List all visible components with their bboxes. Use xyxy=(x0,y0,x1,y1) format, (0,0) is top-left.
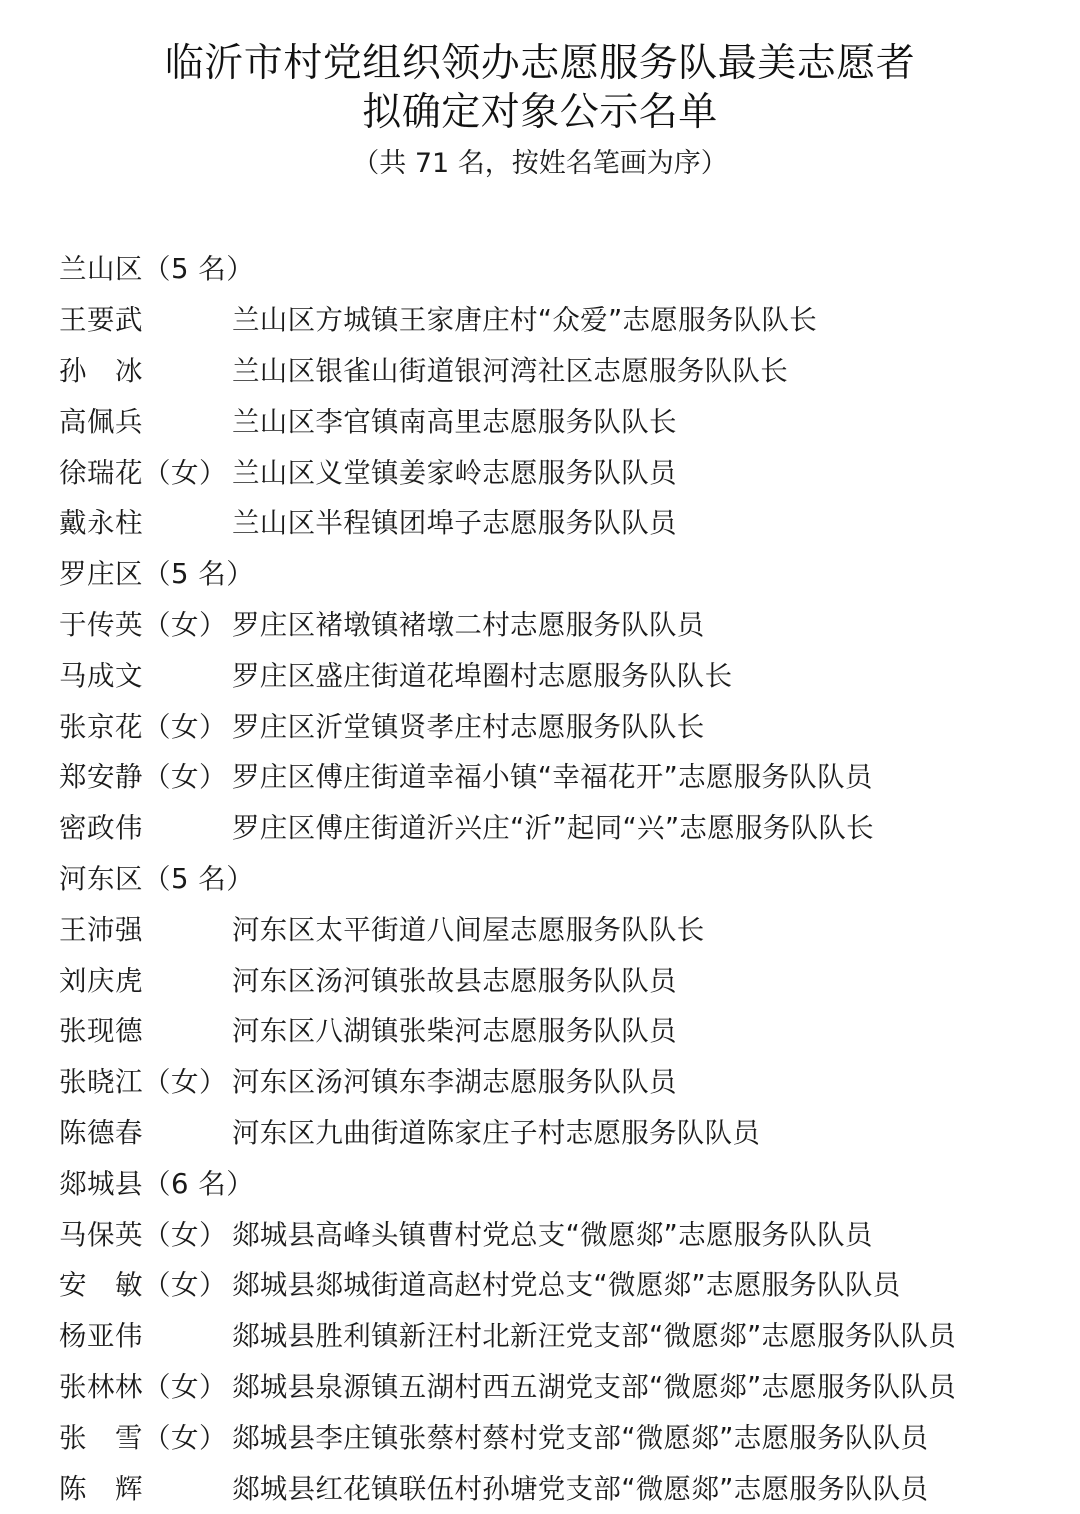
nominee-name: 张 雪（女） xyxy=(59,1421,227,1454)
list-item xyxy=(59,650,1059,701)
nominee-name: 陈德春 xyxy=(59,1116,143,1149)
nominee-description: 罗庄区褚墩镇褚墩二村志愿服务队队员 xyxy=(232,608,705,641)
nominee-description: 郯城县红花镇联伍村孙塘党支部“微愿郯”志愿服务队队员 xyxy=(232,1472,929,1505)
nominee-name: 张晓江（女） xyxy=(59,1066,227,1099)
list-item xyxy=(59,346,1059,397)
nominee-name: 密政伟 xyxy=(59,812,143,845)
nominee-description: 兰山区李官镇南高里志愿服务队队长 xyxy=(232,405,677,438)
list-item xyxy=(59,396,1059,447)
list-item xyxy=(59,498,1059,549)
section-heading xyxy=(59,1158,1059,1209)
section-heading xyxy=(59,854,1059,905)
nominee-description: 郯城县高峰头镇曹村党总支“微愿郯”志愿服务队队员 xyxy=(232,1218,873,1251)
nominee-description: 兰山区银雀山街道银河湾社区志愿服务队队长 xyxy=(232,354,788,387)
nominee-name: 张现德 xyxy=(59,1015,143,1048)
nominee-description: 河东区太平街道八间屋志愿服务队队长 xyxy=(232,913,705,946)
nominee-description: 罗庄区盛庄街道花埠圈村志愿服务队队长 xyxy=(232,659,733,692)
nominee-name: 杨亚伟 xyxy=(59,1320,143,1353)
list-item xyxy=(59,1412,1059,1463)
nominee-list xyxy=(59,244,1059,1514)
list-item xyxy=(59,1108,1059,1159)
list-item xyxy=(59,1006,1059,1057)
list-item xyxy=(59,1311,1059,1362)
nominee-description: 河东区八湖镇张柴河志愿服务队队员 xyxy=(232,1015,677,1048)
section-heading xyxy=(59,244,1059,295)
list-item xyxy=(59,752,1059,803)
list-item xyxy=(59,1362,1059,1413)
nominee-name: 孙 冰 xyxy=(59,354,143,387)
list-item xyxy=(59,1057,1059,1108)
nominee-description: 兰山区方城镇王家唐庄村“众爱”志愿服务队队长 xyxy=(232,304,818,337)
document-title-line-2: 拟确定对象公示名单 xyxy=(362,90,718,135)
nominee-name: 陈 辉 xyxy=(59,1472,143,1505)
nominee-name: 郑安静（女） xyxy=(59,761,227,794)
nominee-description: 河东区汤河镇东李湖志愿服务队队员 xyxy=(232,1066,677,1099)
nominee-description: 兰山区义堂镇姜家岭志愿服务队队员 xyxy=(232,456,677,489)
nominee-name: 于传英（女） xyxy=(59,608,227,641)
nominee-name: 张林林（女） xyxy=(59,1370,227,1403)
nominee-name: 刘庆虎 xyxy=(59,964,143,997)
section-heading-text: 郯城县（6 名） xyxy=(59,1167,255,1200)
nominee-description: 郯城县郯城街道高赵村党总支“微愿郯”志愿服务队队员 xyxy=(232,1269,901,1302)
nominee-description: 罗庄区傅庄街道幸福小镇“幸福花开”志愿服务队队员 xyxy=(232,761,873,794)
list-item xyxy=(59,955,1059,1006)
nominee-name: 王沛强 xyxy=(59,913,143,946)
nominee-name: 马成文 xyxy=(59,659,143,692)
list-item xyxy=(59,803,1059,854)
section-heading-text: 罗庄区（5 名） xyxy=(59,558,255,591)
list-item xyxy=(59,600,1059,651)
nominee-name: 徐瑞花（女） xyxy=(59,456,227,489)
nominee-description: 罗庄区傅庄街道沂兴庄“沂”起同“兴”志愿服务队队长 xyxy=(232,812,874,845)
nominee-name: 戴永柱 xyxy=(59,507,143,540)
list-item xyxy=(59,1209,1059,1260)
nominee-name: 安 敏（女） xyxy=(59,1269,227,1302)
nominee-description: 郯城县胜利镇新汪村北新汪党支部“微愿郯”志愿服务队队员 xyxy=(232,1320,957,1353)
list-item xyxy=(59,904,1059,955)
nominee-description: 郯城县泉源镇五湖村西五湖党支部“微愿郯”志愿服务队队员 xyxy=(232,1370,957,1403)
list-item xyxy=(59,1463,1059,1514)
nominee-name: 王要武 xyxy=(59,304,143,337)
section-heading xyxy=(59,549,1059,600)
nominee-description: 河东区九曲街道陈家庄子村志愿服务队队员 xyxy=(232,1116,761,1149)
nominee-description: 罗庄区沂堂镇贤孝庄村志愿服务队队长 xyxy=(232,710,705,743)
list-item xyxy=(59,1260,1059,1311)
nominee-name: 马保英（女） xyxy=(59,1218,227,1251)
nominee-description: 兰山区半程镇团埠子志愿服务队队员 xyxy=(232,507,677,540)
nominee-name: 张京花（女） xyxy=(59,710,227,743)
section-heading-text: 河东区（5 名） xyxy=(59,862,255,895)
nominee-description: 河东区汤河镇张故县志愿服务队队员 xyxy=(232,964,677,997)
list-item xyxy=(59,447,1059,498)
list-item xyxy=(59,701,1059,752)
document-subtitle: （共 71 名，按姓名笔画为序） xyxy=(352,148,728,179)
nominee-description: 郯城县李庄镇张蔡村蔡村党支部“微愿郯”志愿服务队队员 xyxy=(232,1421,929,1454)
list-item xyxy=(59,295,1059,346)
document-title-line-1: 临沂市村党组织领办志愿服务队最美志愿者 xyxy=(164,41,916,86)
nominee-name: 高佩兵 xyxy=(59,405,143,438)
section-heading-text: 兰山区（5 名） xyxy=(59,253,255,286)
